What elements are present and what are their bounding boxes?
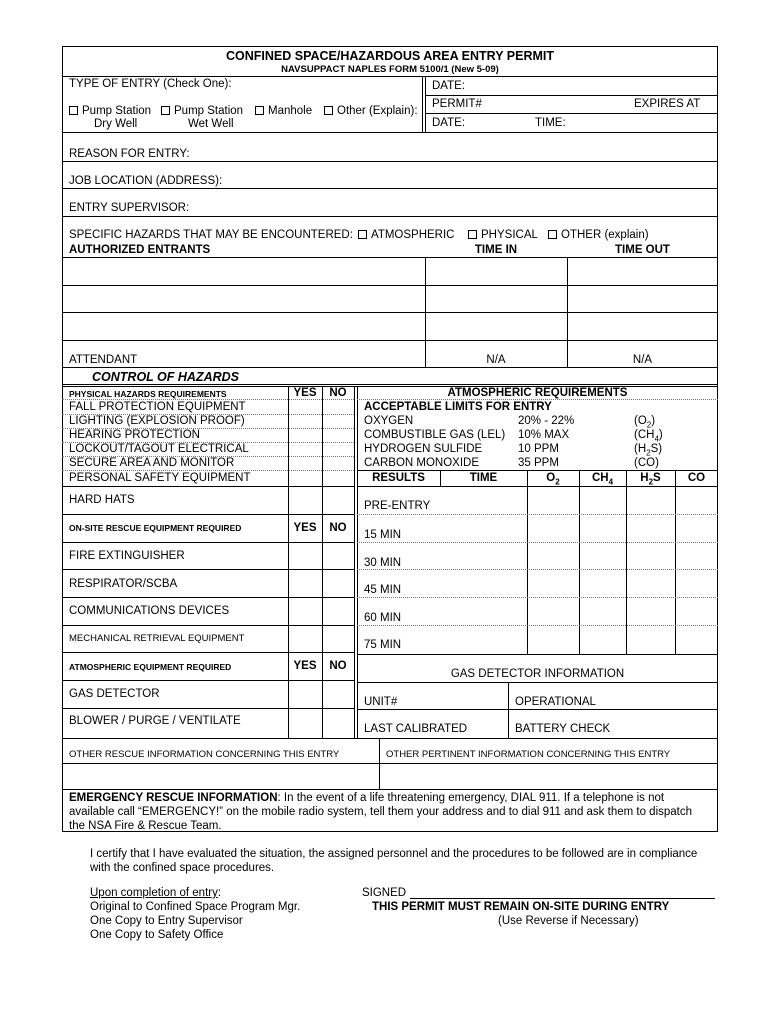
certification-statement: I certify that I have evaluated the situation, the assigned personnel and the procedures to be followed are in compliance with the confined space procedures. [90,848,698,874]
atmospheric-requirements-header: ATMOSPHERIC REQUIREMENTS [447,387,628,399]
authorized-entrants-header: AUTHORIZED ENTRANTS [69,244,211,256]
h2s-header: $H_2S$ [640,472,661,487]
checkbox-icon[interactable] [548,230,557,239]
yes-header: YES [293,387,317,399]
no-header: NO [329,522,347,534]
results-header: RESULTS [372,472,425,484]
yes-header: YES [293,660,317,672]
gas-detector-info-header: GAS DETECTOR INFORMATION [450,668,625,680]
time-in-header: TIME IN [474,244,518,256]
entry-option-dry-well[interactable]: Pump Station [69,105,151,117]
physical-item: LOCKOUT/TAGOUT ELECTRICAL [69,443,249,455]
atmo-equipment-item: GAS DETECTOR [69,688,160,700]
entry-option-wet-well-sub: Wet Well [188,118,234,130]
other-pertinent-info-label: OTHER PERTINENT INFORMATION CONCERNING THIS ENTRY [386,749,671,760]
results-row: PRE-ENTRY [364,500,431,512]
unit-number-field[interactable]: UNIT# [364,696,398,708]
date2-label: DATE: [432,117,466,129]
acceptable-limits-header: ACCEPTABLE LIMITS FOR ENTRY [364,401,552,413]
physical-hazards-header: PHYSICAL HAZARDS REQUIREMENTS [69,389,227,399]
form-subtitle: NAVSUPPACT NAPLES FORM 5100/1 (New 5-09) [281,64,499,75]
limit-value: 20% - 22% [518,415,575,427]
entry-option-manhole[interactable]: Manhole [255,105,312,117]
limit-formula: $(O_2)$ [634,415,656,430]
ch4-header: $CH_4$ [591,472,614,487]
results-row: 30 MIN [364,557,402,569]
yes-header: YES [293,522,317,534]
entry-type-label: TYPE OF ENTRY (Check One): [69,78,232,90]
results-row: 15 MIN [364,529,402,541]
physical-item: SECURE AREA AND MONITOR [69,457,235,469]
results-row: 60 MIN [364,612,402,624]
checkbox-icon[interactable] [161,106,170,115]
limit-name: OXYGEN [364,415,414,427]
rescue-item: FIRE EXTINGUISHER [69,550,185,562]
hazard-option-other[interactable]: OTHER (explain) [548,229,649,241]
operational-field[interactable]: OPERATIONAL [515,696,596,708]
hazard-option-atmospheric[interactable]: ATMOSPHERIC [358,229,455,241]
limit-formula: $(H_2S)$ [634,443,663,458]
limit-formula: (CO) [634,457,659,469]
time-label: TIME: [535,117,566,129]
checkbox-icon[interactable] [255,106,264,115]
limit-formula: $(CH_4)$ [634,429,663,444]
battery-check-field[interactable]: BATTERY CHECK [515,723,611,735]
permit-number-label: PERMIT# [432,98,482,110]
reason-for-entry-field[interactable]: REASON FOR ENTRY: [69,148,190,160]
no-header: NO [329,387,347,399]
limit-name: COMBUSTIBLE GAS (LEL) [364,429,506,441]
attendant-label: ATTENDANT [69,354,138,366]
copy-distribution-item: One Copy to Safety Office [90,929,224,941]
control-of-hazards-title: CONTROL OF HAZARDS [92,370,239,384]
last-calibrated-field[interactable]: LAST CALIBRATED [364,723,468,735]
atmospheric-equipment-header: ATMOSPHERIC EQUIPMENT REQUIRED [69,662,232,672]
time-header: TIME [469,472,498,484]
emergency-rescue-info: EMERGENCY RESCUE INFORMATION: In the event of a life threatening emergency, DIAL 911. If a telephone is not available call “EMERGENCY!” on the mobile radio system, tell them your address and to dial 911 and ask them to dispatch the NSA Fire & Rescue Team. [69,792,693,832]
rescue-equipment-header: ON-SITE RESCUE EQUIPMENT REQUIRED [69,523,242,533]
checkbox-icon[interactable] [69,106,78,115]
rescue-item: MECHANICAL RETRIEVAL EQUIPMENT [69,633,245,644]
checkbox-icon[interactable] [358,230,367,239]
no-header: NO [329,660,347,672]
checkbox-icon[interactable] [468,230,477,239]
entry-option-other[interactable]: Other (Explain): [324,105,418,117]
limit-name: CARBON MONOXIDE [364,457,480,469]
limit-name: HYDROGEN SULFIDE [364,443,483,455]
o2-header: $O_2$ [546,472,560,487]
entry-option-dry-well-sub: Dry Well [94,118,138,130]
physical-item: FALL PROTECTION EQUIPMENT [69,401,246,413]
job-location-field[interactable]: JOB LOCATION (ADDRESS): [69,175,223,187]
physical-item: LIGHTING (EXPLOSION PROOF) [69,415,245,427]
limit-value: 35 PPM [518,457,559,469]
entry-supervisor-field[interactable]: ENTRY SUPERVISOR: [69,202,190,214]
co-header: CO [687,472,706,484]
results-row: 45 MIN [364,584,402,596]
expires-at-label: EXPIRES AT [634,98,701,110]
limit-value: 10 PPM [518,443,559,455]
results-row: 75 MIN [364,639,402,651]
upon-completion-label: Upon completion of entry: [90,887,222,899]
physical-item: HEARING PROTECTION [69,429,200,441]
copy-distribution-item: One Copy to Entry Supervisor [90,915,243,927]
limit-value: 10% MAX [518,429,570,441]
use-reverse-note: (Use Reverse if Necessary) [498,915,639,927]
attendant-time-out: N/A [632,354,653,366]
atmo-equipment-item: BLOWER / PURGE / VENTILATE [69,715,241,727]
signed-label: SIGNED [362,887,407,899]
physical-item: PERSONAL SAFETY EQUIPMENT [69,472,251,484]
copy-distribution-item: Original to Confined Space Program Mgr. [90,901,301,913]
time-out-header: TIME OUT [615,244,670,256]
signature-line[interactable] [410,898,715,899]
entry-option-wet-well[interactable]: Pump Station [161,105,243,117]
hazard-option-physical[interactable]: PHYSICAL [468,229,538,241]
form-title: CONFINED SPACE/HAZARDOUS AREA ENTRY PERMIT [225,49,555,63]
other-rescue-info-label: OTHER RESCUE INFORMATION CONCERNING THIS ENTRY [69,749,340,760]
checkbox-icon[interactable] [324,106,333,115]
date-label: DATE: [432,80,466,92]
hard-hats-item: HARD HATS [69,494,135,506]
rescue-item: COMMUNICATIONS DEVICES [69,605,230,617]
must-remain-onsite-notice: THIS PERMIT MUST REMAIN ON-SITE DURING ENTRY [372,901,670,913]
specific-hazards-label: SPECIFIC HAZARDS THAT MAY BE ENCOUNTERED: [69,229,353,241]
rescue-item: RESPIRATOR/SCBA [69,578,178,590]
attendant-time-in: N/A [486,354,506,366]
